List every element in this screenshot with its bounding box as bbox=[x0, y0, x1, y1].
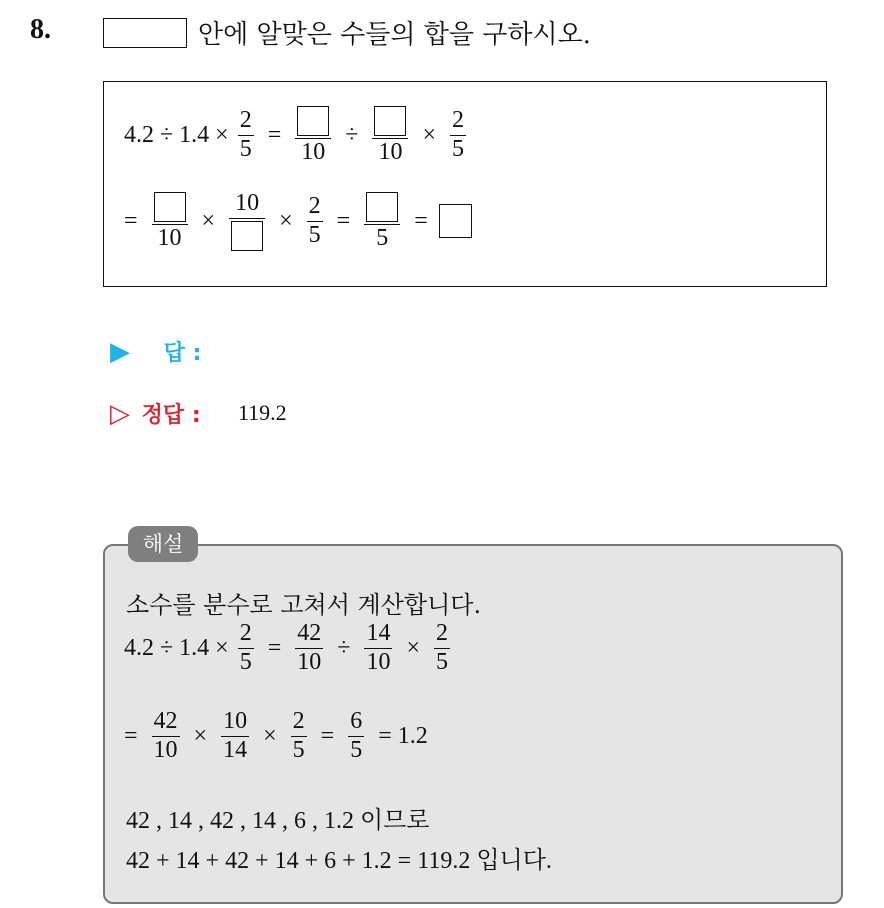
denominator: 10 bbox=[153, 736, 178, 763]
times-sign: × bbox=[193, 722, 208, 749]
answer-row bbox=[110, 336, 201, 367]
problem-equation-line-1 bbox=[124, 104, 469, 167]
denominator: 5 bbox=[451, 135, 464, 162]
numerator-blank bbox=[152, 190, 188, 225]
final-blank-box bbox=[439, 204, 472, 238]
explanation-values-line: 42 , 14 , 42 , 14 , 6 , 1.2 이므로 bbox=[126, 808, 430, 834]
equals-sign: = bbox=[320, 722, 335, 749]
denominator: 10 bbox=[301, 139, 326, 165]
fraction bbox=[364, 190, 400, 253]
times-sign: × bbox=[263, 722, 277, 749]
equals-sign: = bbox=[124, 722, 138, 749]
fraction bbox=[307, 193, 323, 249]
result-expression: = 1.2 bbox=[378, 722, 428, 749]
denominator: 5 bbox=[376, 225, 389, 251]
explanation-sum-line: 42 + 14 + 42 + 14 + 6 + 1.2 = 119.2 입니다. bbox=[126, 848, 552, 874]
blank-box bbox=[374, 106, 406, 136]
explanation-intro: 소수를 분수로 고쳐서 계산합니다. bbox=[126, 591, 482, 619]
answer-label: 답 : bbox=[163, 341, 202, 366]
fraction bbox=[450, 107, 466, 163]
explanation-equation-line-2 bbox=[124, 708, 433, 764]
times-sign: × bbox=[406, 634, 420, 661]
numerator: 10 bbox=[229, 190, 265, 219]
numerator-blank bbox=[372, 104, 408, 139]
blank-box bbox=[231, 221, 263, 251]
fraction bbox=[295, 104, 331, 167]
denominator: 10 bbox=[366, 648, 391, 675]
fraction bbox=[152, 190, 188, 253]
expression-lhs: 4.2 ÷ 1.4 × bbox=[124, 121, 229, 148]
correct-answer-value: 119.2 bbox=[238, 400, 287, 425]
numerator-blank bbox=[295, 104, 331, 139]
fraction bbox=[348, 708, 364, 764]
equals-sign: = bbox=[267, 121, 282, 148]
numerator: 2 bbox=[238, 107, 254, 136]
numerator: 2 bbox=[307, 193, 323, 222]
blank-box bbox=[366, 192, 398, 222]
numerator: 2 bbox=[450, 107, 466, 136]
correct-answer-row bbox=[110, 398, 201, 429]
denominator: 10 bbox=[297, 648, 322, 675]
times-sign: × bbox=[422, 121, 436, 148]
problem-equation-line-2 bbox=[124, 190, 472, 253]
numerator: 6 bbox=[348, 708, 364, 737]
denominator: 5 bbox=[239, 648, 252, 675]
denominator: 14 bbox=[223, 736, 248, 763]
play-triangle-icon: ▶ bbox=[110, 337, 130, 367]
equals-sign: = bbox=[336, 207, 351, 234]
numerator: 2 bbox=[434, 620, 450, 649]
numerator-blank bbox=[364, 190, 400, 225]
correct-answer-label: 정답 : bbox=[141, 403, 201, 428]
equals-sign: = bbox=[414, 207, 428, 234]
denominator: 5 bbox=[350, 736, 363, 763]
times-sign: × bbox=[201, 207, 216, 234]
numerator: 10 bbox=[221, 708, 249, 737]
question-text: 안에 알맞은 수들의 합을 구하시오. bbox=[198, 20, 591, 50]
expression-lhs: 4.2 ÷ 1.4 × bbox=[124, 634, 229, 661]
fraction bbox=[238, 107, 254, 163]
denominator-blank bbox=[229, 219, 265, 253]
numerator: 2 bbox=[291, 708, 307, 737]
blank-box bbox=[154, 192, 186, 222]
blank-box bbox=[297, 106, 329, 136]
numerator: 42 bbox=[152, 708, 180, 737]
denominator: 10 bbox=[157, 225, 182, 251]
fraction bbox=[291, 708, 307, 764]
numerator: 14 bbox=[364, 620, 392, 649]
question-number: 8. bbox=[30, 14, 51, 45]
explanation-tab: 해설 bbox=[128, 526, 198, 562]
equals-sign: = bbox=[124, 207, 138, 234]
denominator: 10 bbox=[378, 139, 403, 165]
equals-sign: = bbox=[267, 634, 282, 661]
explanation-equation-line-1 bbox=[124, 620, 453, 676]
blank-box bbox=[103, 18, 187, 48]
denominator: 5 bbox=[308, 221, 321, 248]
times-sign: × bbox=[279, 207, 293, 234]
numerator: 42 bbox=[295, 620, 323, 649]
fraction bbox=[364, 620, 392, 676]
outline-triangle-icon: ▷ bbox=[110, 399, 130, 429]
numerator: 2 bbox=[238, 620, 254, 649]
denominator: 5 bbox=[292, 736, 305, 763]
denominator: 5 bbox=[435, 648, 448, 675]
divide-sign: ÷ bbox=[337, 634, 351, 661]
denominator: 5 bbox=[239, 135, 252, 162]
fraction bbox=[221, 708, 249, 764]
fraction bbox=[229, 190, 265, 253]
fraction bbox=[238, 620, 254, 676]
fraction bbox=[152, 708, 180, 764]
fraction bbox=[434, 620, 450, 676]
divide-sign: ÷ bbox=[345, 121, 359, 148]
fraction bbox=[295, 620, 323, 676]
fraction bbox=[372, 104, 408, 167]
